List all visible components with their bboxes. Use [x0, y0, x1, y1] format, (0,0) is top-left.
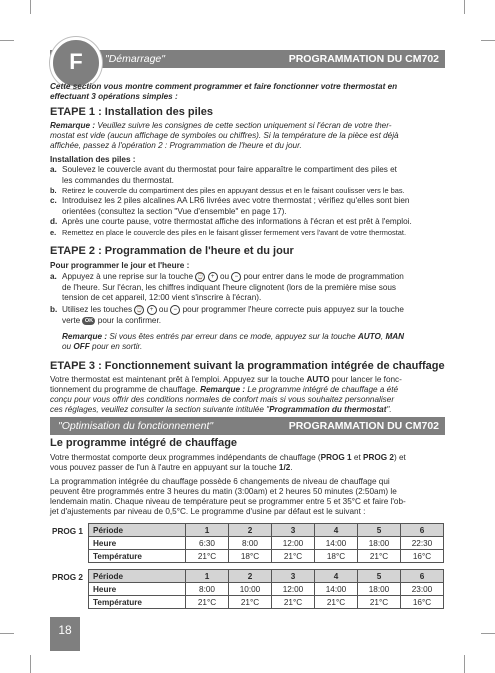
list-item [50, 305, 445, 326]
list-text: orientées (consultez la section "Vue d'ensemble" en page 17). [62, 206, 287, 216]
step2-subtitle: Pour programmer le jour et l'heure : [50, 261, 190, 270]
text: ou [219, 272, 230, 282]
step3-title: ETAPE 3 : Fonctionnement suivant la programmation intégrée de chauffage [50, 360, 445, 372]
table-cell: 22:30 [401, 537, 444, 550]
minus-icon: − [170, 305, 180, 315]
minus-icon: − [231, 272, 241, 282]
list-item [50, 217, 445, 228]
crop-mark [30, 655, 31, 673]
step3-line: conçu pour vous offrir des conditions normales de confort mais si vous souhaitez personnaliser [50, 395, 395, 404]
step3-line [50, 375, 445, 386]
list-text: tension de cet appareil, 12:00 vient s'inscrire à l'écran). [62, 293, 262, 303]
prog1-table [88, 523, 444, 563]
table-cell: 6:30 [186, 537, 229, 550]
list-key: c. [50, 196, 57, 205]
text: tionnement du programme de chauffage. [50, 385, 198, 394]
section-header-left: "Optimisation du fonctionnement" [58, 420, 214, 432]
list-text: les commandes du thermostat. [62, 175, 174, 185]
crop-mark [464, 0, 465, 14]
list-item [50, 272, 445, 304]
ok-icon: OK [82, 317, 95, 325]
text: 1/2 [278, 463, 291, 472]
step3-line [50, 405, 445, 416]
section2-line: jet d'ajustements par niveau de 0,5°C. Le programme d'usine par défaut est le suivant : [50, 507, 366, 516]
table-cell: 21°C [358, 596, 401, 609]
table-cell: 16°C [401, 596, 444, 609]
text: pour entrer dans le mode de programmation [243, 272, 404, 282]
crop-mark [481, 40, 495, 41]
table-cell: 21°C [272, 550, 315, 563]
list-text: Soulevez le couvercle avant du thermostat pour faire apparaître le compartiment des piles et [62, 165, 397, 174]
step3-line [50, 385, 445, 396]
text: et [353, 453, 361, 462]
table-cell: 18:00 [358, 583, 401, 596]
table-cell: 16°C [401, 550, 444, 563]
crop-mark [0, 40, 14, 41]
table-row [89, 550, 444, 563]
section2-line [50, 463, 445, 474]
page-number: 18 [50, 617, 80, 651]
list-key: e. [50, 228, 57, 237]
table-cell: 12:00 [272, 537, 315, 550]
section-header-right: PROGRAMMATION DU CM702 [288, 420, 439, 432]
list-text: Introduisez les 2 piles alcalines AA LR6 livrées avec votre thermostat ; vérifiez qu'elles sont bien [62, 196, 410, 205]
list-key: b. [50, 186, 57, 195]
list-item [50, 165, 445, 186]
section-badge: F [50, 37, 102, 89]
text: pour programmer l'heure correcte puis appuyez sur la touche [182, 305, 404, 315]
text: Votre thermostat comporte deux programmes indépendants de chauffage ( [50, 453, 321, 462]
clock-icon: ⌚ [196, 274, 205, 280]
crop-mark [30, 0, 31, 14]
table-cell: 4 [315, 570, 358, 583]
remark-text: Veuillez suivre les consignes de cette section uniquement si l'écran de votre ther- [95, 121, 392, 130]
table-cell: 2 [229, 524, 272, 537]
text: Utilisez les touches [62, 305, 133, 315]
remark-label: Remarque : [200, 385, 246, 394]
clock-icon: ⌚ [135, 307, 144, 313]
plus-icon: + [147, 305, 157, 315]
table-cell: 8:00 [229, 537, 272, 550]
text: Appuyez à une reprise sur la touche [62, 272, 194, 282]
section2-title: Le programme intégré de chauffage [50, 437, 238, 449]
step2-title: ETAPE 2 : Programmation de l'heure et du jour [50, 245, 294, 257]
intro-line: effectuant 3 opérations simples : [50, 92, 178, 101]
step1-remark-line: affichée, passez à l'opération 2 : Programmation de l'heure et du jour. [50, 141, 302, 150]
table-row [89, 583, 444, 596]
section-header [50, 50, 445, 68]
table-cell: 12:00 [272, 583, 315, 596]
table-cell: 18:00 [358, 537, 401, 550]
list-key: a. [50, 272, 57, 281]
list-item [50, 228, 445, 239]
table-row [89, 596, 444, 609]
list-key: b. [50, 305, 58, 314]
crop-mark [0, 633, 14, 634]
table-cell: Température [89, 550, 186, 563]
text: vous pouvez passer de l'un à l'autre en appuyant sur la touche [50, 463, 277, 472]
list-key: d. [50, 217, 58, 226]
table-cell: 3 [272, 570, 315, 583]
intro-line: Cette section vous montre comment programmer et faire fonctionner votre thermostat en [50, 82, 398, 91]
table-cell: 21°C [186, 550, 229, 563]
step2-remark: Remarque : Si vous êtes entrés par erreur dans ce mode, appuyez sur la touche AUTO, MAN [62, 332, 405, 341]
table-cell: 10:00 [229, 583, 272, 596]
text: ces réglages, veuillez consulter la section suivante intitulée " [50, 405, 270, 414]
off-key: OFF [73, 342, 90, 351]
list-text: Remettez en place le couvercle des piles en le faisant glisser fermement vers l'avant de votre thermostat. [62, 228, 407, 237]
step1-remark [50, 121, 445, 132]
table-cell: 6 [401, 524, 444, 537]
list-text [62, 305, 445, 316]
table-cell: 14:00 [315, 583, 358, 596]
list-text [62, 316, 445, 327]
list-item [50, 196, 445, 217]
table-cell: 18°C [315, 550, 358, 563]
text: ou [62, 342, 72, 351]
section2-line: lendemain matin. Chaque niveau de température peut se programmer entre 5 et 35°C et faire l'ob- [50, 497, 406, 506]
prog2-label: PROG 2 [52, 573, 83, 582]
text: Si vous êtes entrés par erreur dans ce mode, appuyez sur la touche [107, 332, 356, 341]
text: pour en sortir. [92, 342, 143, 351]
table-cell: 5 [358, 524, 401, 537]
table-cell: Heure [89, 537, 186, 550]
list-text: Retirez le couvercle du compartiment des piles en appuyant dessus et en le faisant coulisser vers le bas. [62, 186, 405, 195]
auto-key: AUTO [357, 332, 381, 341]
table-cell: 4 [315, 524, 358, 537]
section2-line: La programmation intégrée du chauffage possède 6 changements de niveau de chauffage qui [50, 477, 390, 486]
section-header [50, 417, 445, 435]
page [50, 0, 445, 673]
table-row [89, 537, 444, 550]
table-row [89, 570, 444, 583]
table-cell: 8:00 [186, 583, 229, 596]
table-cell: 1 [186, 570, 229, 583]
man-key: MAN [385, 332, 405, 341]
prog2-table [88, 569, 444, 609]
table-cell: 21°C [272, 596, 315, 609]
remark-label: Remarque : [62, 332, 108, 341]
list-text: de l'heure. Sur l'écran, les chiffres indiquant l'heure clignotent (lors de la première mise sous [62, 282, 397, 292]
plus-icon: + [208, 272, 218, 282]
table-cell: 14:00 [315, 537, 358, 550]
text: Programmation du thermostat [269, 405, 387, 414]
text: ou [158, 305, 169, 315]
text: . [290, 463, 293, 472]
text: ) et [393, 453, 406, 462]
section2-line: peuvent être programmés entre 3 heures du matin (3:00am) et 2 heures 50 minutes (2:50am) le [50, 487, 397, 496]
table-cell: 6 [401, 570, 444, 583]
table-cell: 3 [272, 524, 315, 537]
table-cell: Période [89, 570, 186, 583]
section-header-left: "Démarrage" [105, 53, 165, 65]
table-cell: 5 [358, 570, 401, 583]
table-cell: 21°C [229, 596, 272, 609]
table-cell: 21°C [315, 596, 358, 609]
step2-remark-line [62, 342, 445, 353]
remark-label: Remarque : [50, 121, 96, 130]
crop-mark [481, 633, 495, 634]
table-cell: 2 [229, 570, 272, 583]
text: Votre thermostat est maintenant prêt à l'emploi. Appuyez sur la touche [50, 375, 305, 384]
text: ". [386, 405, 392, 414]
text: PROG 2 [363, 453, 394, 462]
text: PROG 1 [320, 453, 352, 462]
table-cell: 21°C [358, 550, 401, 563]
list-item [50, 186, 445, 197]
list-key: a. [50, 165, 57, 174]
table-cell: 1 [186, 524, 229, 537]
table-cell: 23:00 [401, 583, 444, 596]
list-text [62, 272, 445, 283]
table-cell: Période [89, 524, 186, 537]
prog1-label: PROG 1 [52, 527, 83, 536]
text: pour la confirmer. [97, 315, 162, 325]
table-cell: Température [89, 596, 186, 609]
list-text: Après une courte pause, votre thermostat affiche des informations à l'écran et est prêt à l'emploi. [62, 217, 412, 226]
crop-mark [464, 655, 465, 673]
table-cell: 21°C [186, 596, 229, 609]
text: pour lancer le fonc- [331, 375, 402, 384]
step1-remark-line: mostat est vide (aucun affichage de symboles ou chiffres). Si la température de la pièce est déjà [50, 131, 399, 140]
step1-title: ETAPE 1 : Installation des piles [50, 106, 214, 118]
step1-subtitle: Installation des piles : [50, 155, 136, 164]
table-cell: 18°C [229, 550, 272, 563]
section-header-right: PROGRAMMATION DU CM702 [288, 53, 439, 65]
text: verte [62, 315, 81, 325]
table-cell: Heure [89, 583, 186, 596]
section2-line [50, 453, 445, 464]
text: Le programme intégré de chauffage a été [247, 385, 399, 394]
auto-key: AUTO [306, 375, 330, 384]
table-row [89, 524, 444, 537]
